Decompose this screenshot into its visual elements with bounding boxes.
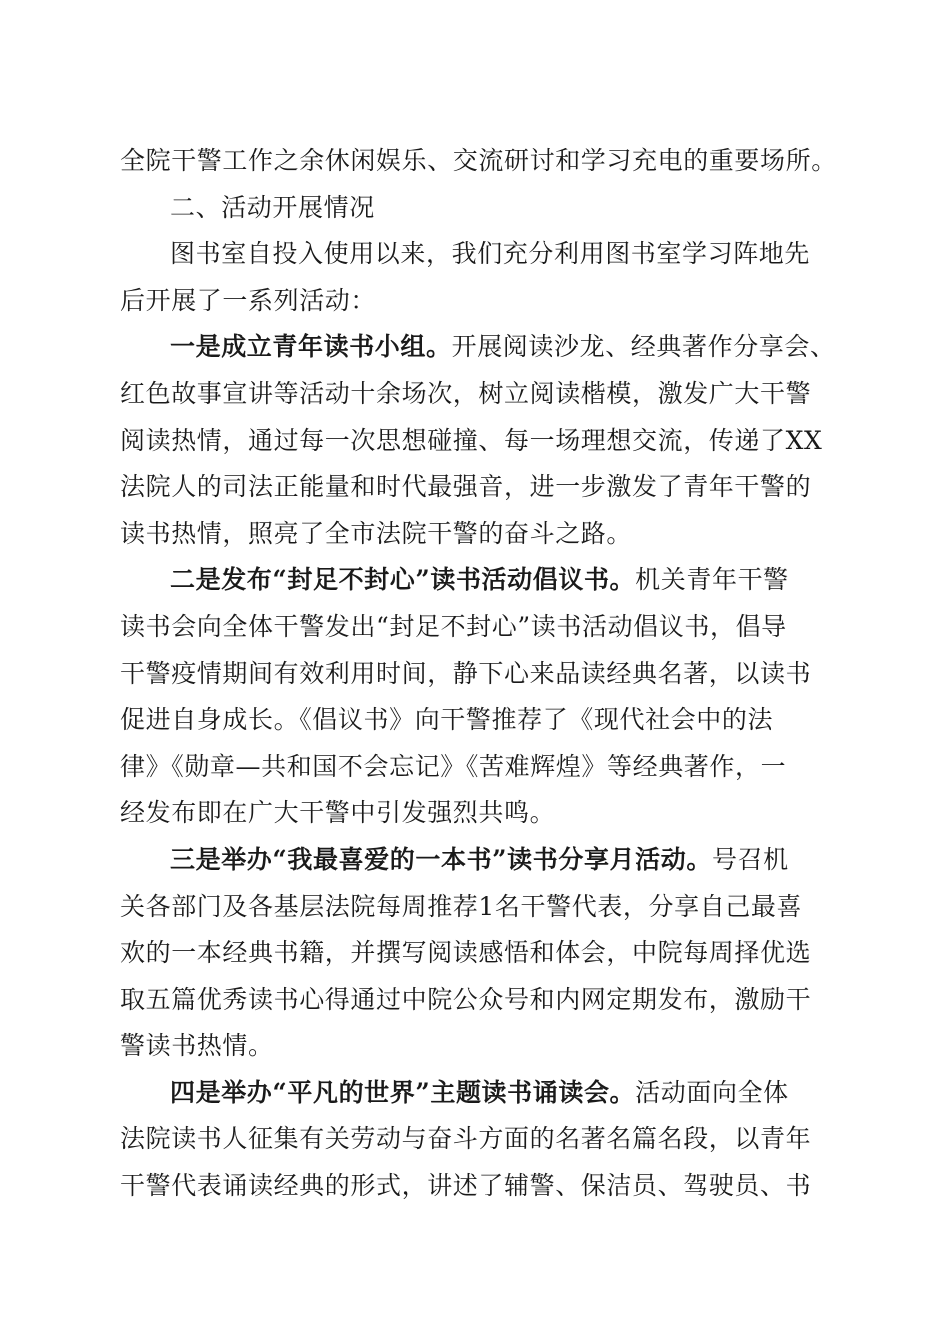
intro-line: 后开展了一系列活动： [120, 285, 377, 315]
item-line: 促进自身成长。《倡议书》向干警推荐了《现代社会中的法 [120, 705, 774, 735]
section-heading: 二、活动开展情况 [170, 192, 375, 222]
item-line: 干警疫情期间有效利用时间，静下心来品读经典名著，以读书 [120, 658, 812, 688]
item-first-rest: 号召机 [711, 844, 789, 874]
item-line: 法院人的司法正能量和时代最强音，进一步激发了青年干警的 [120, 472, 812, 502]
intro-paragraph [120, 231, 828, 324]
item-first-line [120, 324, 836, 371]
item-line: 欢的一本经典书籍，并撰写阅读感悟和体会，中院每周择优选 [120, 938, 812, 968]
item-line: 读书会向全体干警发出“封足不封心”读书活动倡议书，倡导 [120, 611, 787, 641]
item-first-line [120, 837, 828, 884]
item-lead: 三是举办“我最喜爱的一本书”读书分享月活动。 [170, 844, 712, 874]
item-line: 警读书热情。 [120, 1031, 274, 1061]
item-line: 关各部门及各基层法院每周推荐1名干警代表，分享自己最喜 [120, 891, 803, 921]
item-line: 读书热情，照亮了全市法院干警的奋斗之路。 [120, 518, 633, 548]
item-first-rest: 机关青年干警 [635, 565, 789, 595]
item-first-line [120, 557, 828, 604]
item-line: 经发布即在广大干警中引发强烈共鸣。 [120, 798, 556, 828]
item-line: 取五篇优秀读书心得通过中院公众号和内网定期发布，激励干 [120, 984, 812, 1014]
continuation-line: 全院干警工作之余休闲娱乐、交流研讨和学习充电的重要场所。 [120, 146, 837, 175]
item-line: 红色故事宣讲等活动十余场次，树立阅读楷模，激发广大干警 [120, 378, 812, 408]
item-paragraph-3 [120, 837, 828, 1070]
item-paragraph-1 [120, 324, 836, 557]
item-line: 干警代表诵读经典的形式，讲述了辅警、保洁员、驾驶员、书 [120, 1171, 812, 1201]
document-body [120, 138, 837, 1210]
item-first-line [120, 1070, 828, 1117]
item-paragraph-2 [120, 557, 828, 837]
intro-line: 图书室自投入使用以来，我们充分利用图书室学习阵地先 [170, 239, 811, 269]
item-lead: 一是成立青年读书小组。 [170, 332, 452, 362]
item-line: 律》《勋章—共和国不会忘记》《苦难辉煌》等经典著作，一 [120, 751, 787, 781]
item-paragraph-4 [120, 1070, 828, 1210]
item-lead: 二是发布“封足不封心”读书活动倡议书。 [170, 565, 636, 595]
continuation-paragraph [120, 138, 837, 185]
item-line: 法院读书人征集有关劳动与奋斗方面的名著名篇名段，以青年 [120, 1124, 812, 1154]
item-first-rest: 活动面向全体 [635, 1077, 789, 1107]
item-line: 阅读热情，通过每一次思想碰撞、每一场理想交流，传递了XX [120, 425, 823, 455]
item-first-rest: 开展阅读沙龙、经典著作分享会、 [451, 332, 836, 362]
item-lead: 四是举办“平凡的世界”主题读书诵读会。 [170, 1077, 636, 1107]
section-heading-paragraph [120, 185, 828, 232]
